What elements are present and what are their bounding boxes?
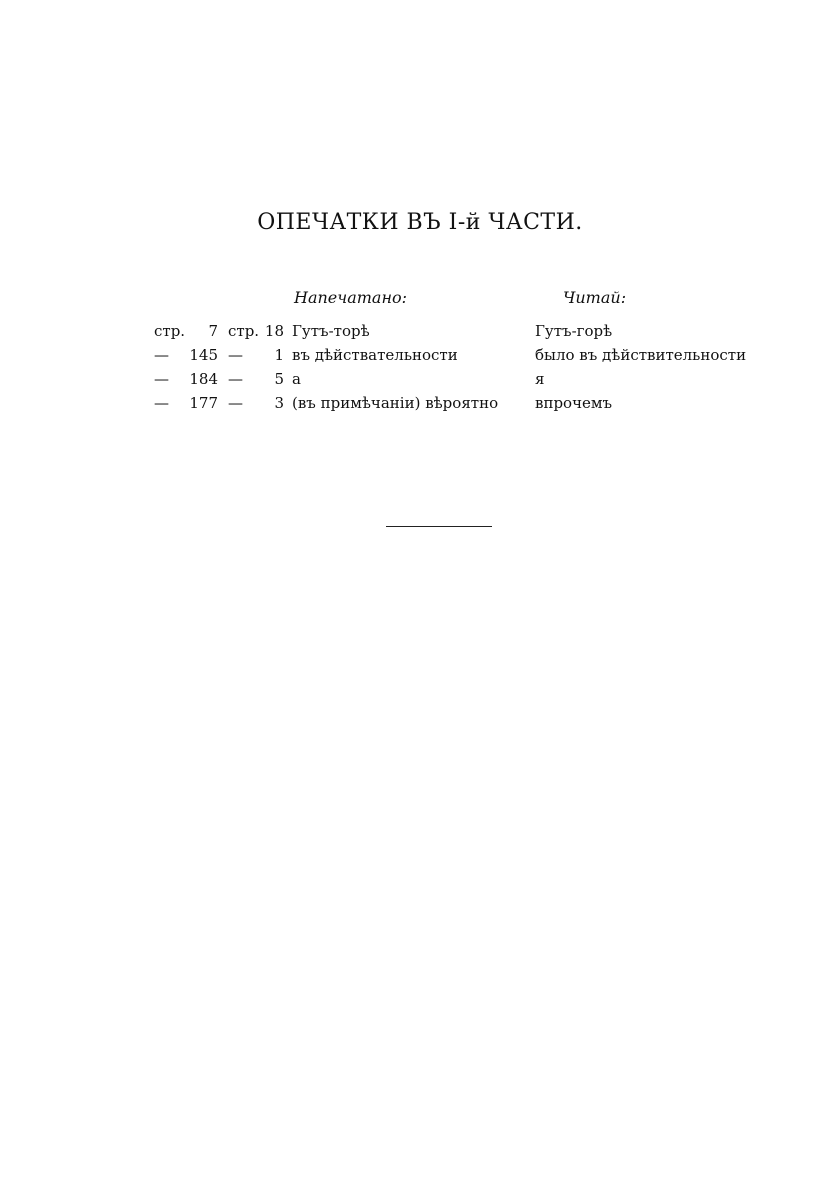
correct-text: впрочемъ — [535, 394, 613, 412]
page-prefix: — — [154, 394, 169, 412]
printed-text: Гутъ-торѣ — [292, 322, 370, 340]
closing-rule — [386, 526, 492, 527]
line-number: 18 — [264, 322, 284, 340]
page-prefix: стр. — [154, 322, 186, 340]
errata-row — [0, 346, 840, 370]
read-column-header: Читай: — [563, 288, 627, 307]
correct-text: было въ дѣйствительности — [535, 346, 747, 364]
page-number: 7 — [208, 322, 218, 340]
errata-row — [0, 322, 840, 346]
page-number: 184 — [189, 370, 218, 388]
line-prefix: — — [228, 346, 243, 364]
page-number: 145 — [189, 346, 218, 364]
line-number: 5 — [274, 370, 284, 388]
printed-column-header: Напечатано: — [294, 288, 408, 307]
page-prefix: — — [154, 370, 169, 388]
line-prefix: стр. — [228, 322, 260, 340]
printed-text: (въ примѣчаніи) вѣроятно — [292, 394, 499, 412]
line-number: 1 — [274, 346, 284, 364]
line-prefix: — — [228, 370, 243, 388]
errata-row — [0, 370, 840, 394]
correct-text: я — [535, 370, 545, 388]
errata-row — [0, 394, 840, 418]
line-prefix: — — [228, 394, 243, 412]
line-number: 3 — [274, 394, 284, 412]
printed-text: въ дѣйствательности — [292, 346, 458, 364]
errata-table — [0, 322, 840, 418]
correct-text: Гутъ-горѣ — [535, 322, 613, 340]
page-title: ОПЕЧАТКИ ВЪ I-й ЧАСТИ. — [257, 210, 583, 235]
printed-text: а — [292, 370, 301, 388]
page-prefix: — — [154, 346, 169, 364]
page-number: 177 — [189, 394, 218, 412]
